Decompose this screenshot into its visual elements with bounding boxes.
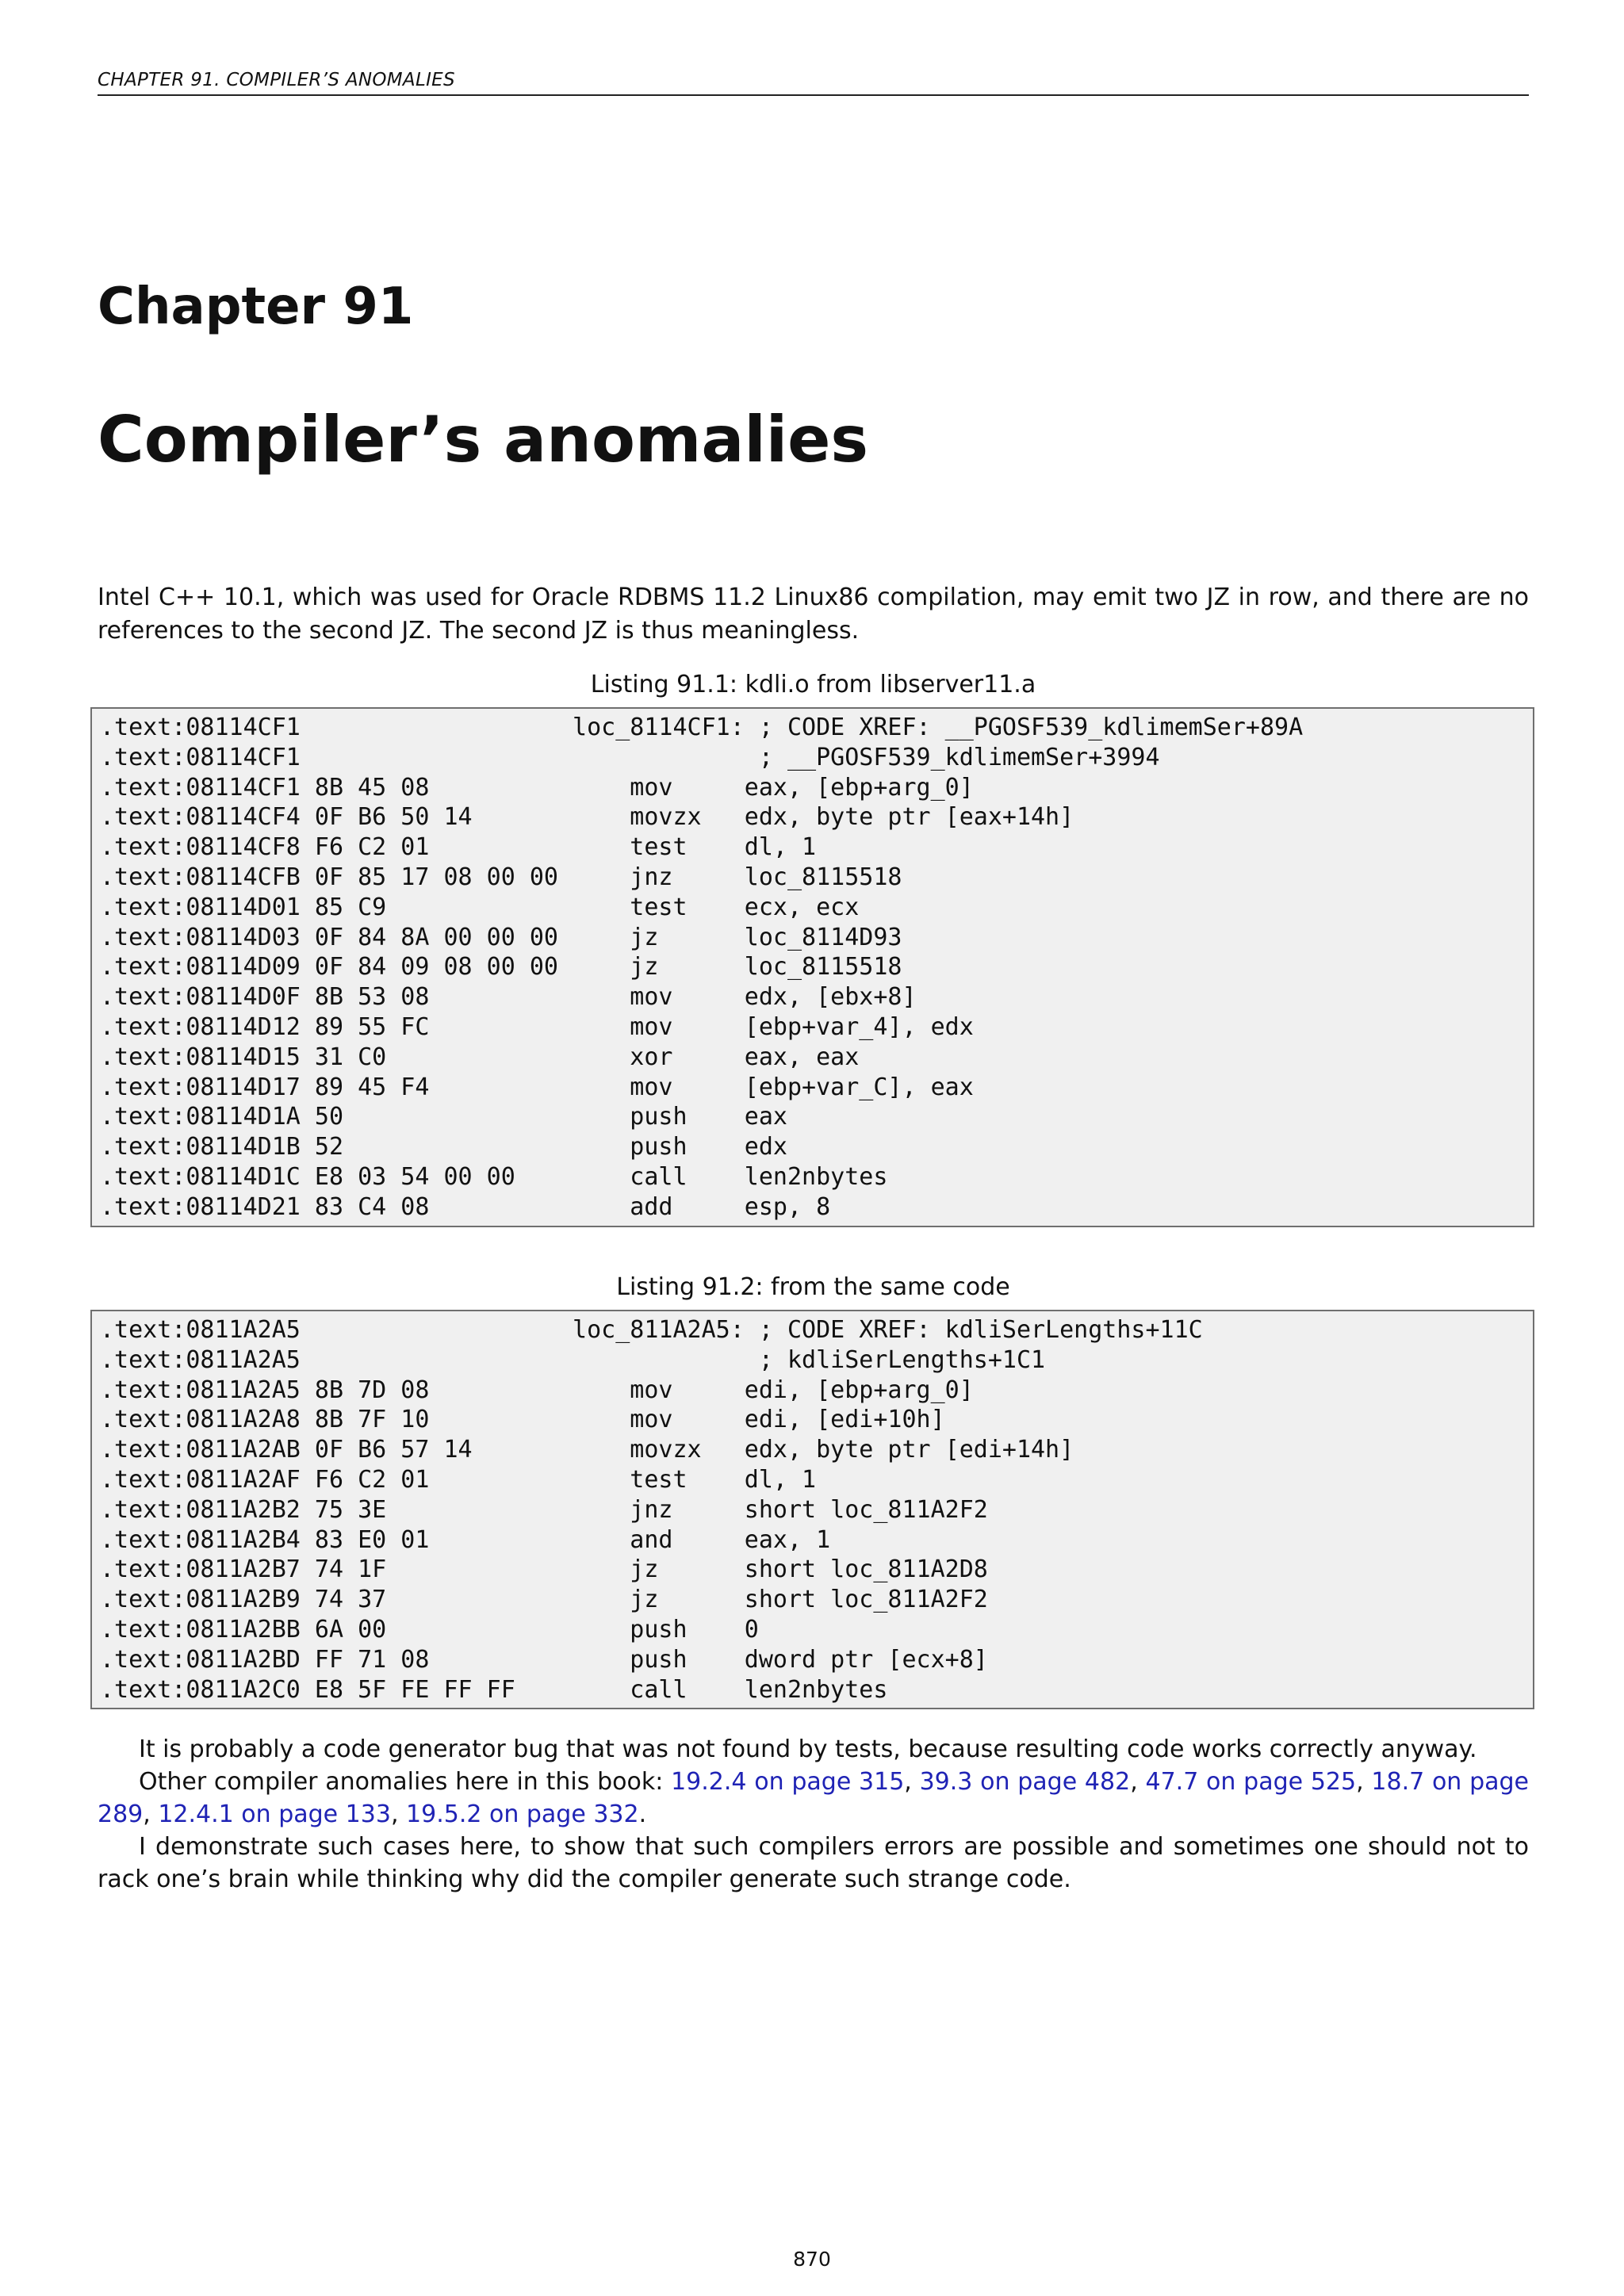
code-line: .text:0811A2A5 8B 7D 08 mov edi, [ebp+arg_0] (100, 1376, 974, 1404)
code-line: .text:08114D01 85 C9 test ecx, ecx (100, 893, 860, 921)
code-line: .text:0811A2B7 74 1F jz short loc_811A2D8 (100, 1556, 988, 1584)
cross-reference-link[interactable]: 39.3 on page 482 (919, 1768, 1131, 1796)
intro-paragraph: Intel C++ 10.1, which was used for Oracle RDBMS 11.2 Linux86 compilation, may emit two JZ in row, and there are no references to the second JZ. The second JZ is thus meaningless. (98, 584, 1529, 645)
code-line: .text:08114D21 83 C4 08 add esp, 8 (100, 1192, 831, 1221)
cross-reference-link[interactable]: 47.7 on page 525 (1145, 1768, 1357, 1796)
xrefs-intro: Other compiler anomalies here in this book: (139, 1768, 672, 1796)
code-line: .text:0811A2BD FF 71 08 push dword ptr [ecx+8] (100, 1645, 988, 1674)
separator: , (390, 1800, 407, 1828)
code-line: .text:08114D1A 50 push eax (100, 1103, 787, 1131)
code-line: .text:0811A2B9 74 37 jz short loc_811A2F2 (100, 1586, 988, 1614)
listing-caption-1: Listing 91.1: kdli.o from libserver11.a (590, 671, 1036, 698)
chapter-number: Chapter 91 (98, 277, 414, 336)
code-line: .text:08114D03 0F 84 8A 00 00 00 jz loc_8114D93 (100, 923, 902, 951)
code-line: .text:08114CF1 ; __PGOSF539_kdlimemSer+3994 (100, 743, 1160, 771)
code-line: .text:0811A2B2 75 3E jnz short loc_811A2F2 (100, 1495, 988, 1524)
page-number: 870 (793, 2248, 831, 2271)
code-line: .text:0811A2B4 83 E0 01 and eax, 1 (100, 1525, 831, 1554)
listing-caption-2: Listing 91.2: from the same code (616, 1273, 1010, 1301)
code-line: .text:08114D17 89 45 F4 mov [ebp+var_C], eax (100, 1073, 974, 1101)
code-line: .text:08114D1B 52 push edx (100, 1133, 787, 1161)
code-line: .text:08114D15 31 C0 xor eax, eax (100, 1043, 860, 1071)
body-paragraph-3: I demonstrate such cases here, to show that such compilers errors are possible and sometimes one should not to rack one’s brain while thinking why did the compiler generate such strange code. (98, 1833, 1529, 1893)
code-line: .text:08114CFB 0F 85 17 08 00 00 jnz loc_8115518 (100, 863, 902, 891)
separator: , (904, 1768, 920, 1796)
chapter-title: Compiler’s anomalies (98, 403, 869, 476)
cross-reference-link[interactable]: 19.2.4 on page 315 (671, 1768, 905, 1796)
code-line: .text:0811A2C0 E8 5F FE FF FF call len2nbytes (100, 1675, 888, 1704)
code-line: .text:0811A2BB 6A 00 push 0 (100, 1615, 759, 1644)
code-line: .text:0811A2AB 0F B6 57 14 movzx edx, byte ptr [edi+14h] (100, 1436, 1074, 1464)
code-line: .text:0811A2A8 8B 7F 10 mov edi, [edi+10h] (100, 1406, 945, 1434)
body-paragraph-2 (98, 1766, 1529, 1831)
code-line: .text:08114CF1 8B 45 08 mov eax, [ebp+arg_0] (100, 773, 974, 802)
code-line: .text:08114D12 89 55 FC mov [ebp+var_4], edx (100, 1012, 974, 1041)
code-line: .text:08114D0F 8B 53 08 mov edx, [ebx+8] (100, 983, 917, 1012)
code-line: .text:08114CF1 loc_8114CF1: ; CODE XREF: __PGOSF539_kdlimemSer+89A (100, 714, 1304, 741)
code-line: .text:08114CF4 0F B6 50 14 movzx edx, byte ptr [eax+14h] (100, 803, 1074, 832)
code-line: .text:0811A2AF F6 C2 01 test dl, 1 (100, 1465, 817, 1494)
cross-reference-link[interactable]: 18.7 on page 289 (98, 1768, 1529, 1828)
separator: , (1356, 1768, 1372, 1796)
cross-reference-link[interactable]: 12.4.1 on page 133 (158, 1800, 391, 1828)
code-line: .text:08114D09 0F 84 09 08 00 00 jz loc_8115518 (100, 953, 902, 982)
cross-reference-link[interactable]: 19.5.2 on page 332 (406, 1800, 639, 1828)
separator: , (143, 1800, 159, 1828)
code-line: .text:0811A2A5 loc_811A2A5: ; CODE XREF: kdliSerLengths+11C (100, 1316, 1203, 1344)
code-line: .text:08114D1C E8 03 54 00 00 call len2nbytes (100, 1162, 888, 1191)
body-paragraph-1: It is probably a code generator bug that was not found by tests, because resulting code works correctly anyway. (139, 1735, 1477, 1763)
code-line: .text:08114CF8 F6 C2 01 test dl, 1 (100, 833, 817, 862)
code-listing-2 (90, 1310, 1534, 1709)
code-line: .text:0811A2A5 ; kdliSerLengths+1C1 (100, 1345, 1046, 1374)
separator: , (1130, 1768, 1146, 1796)
period: . (638, 1800, 647, 1828)
running-header: CHAPTER 91. COMPILER’S ANOMALIES (98, 70, 1529, 96)
code-listing-1 (90, 707, 1534, 1227)
